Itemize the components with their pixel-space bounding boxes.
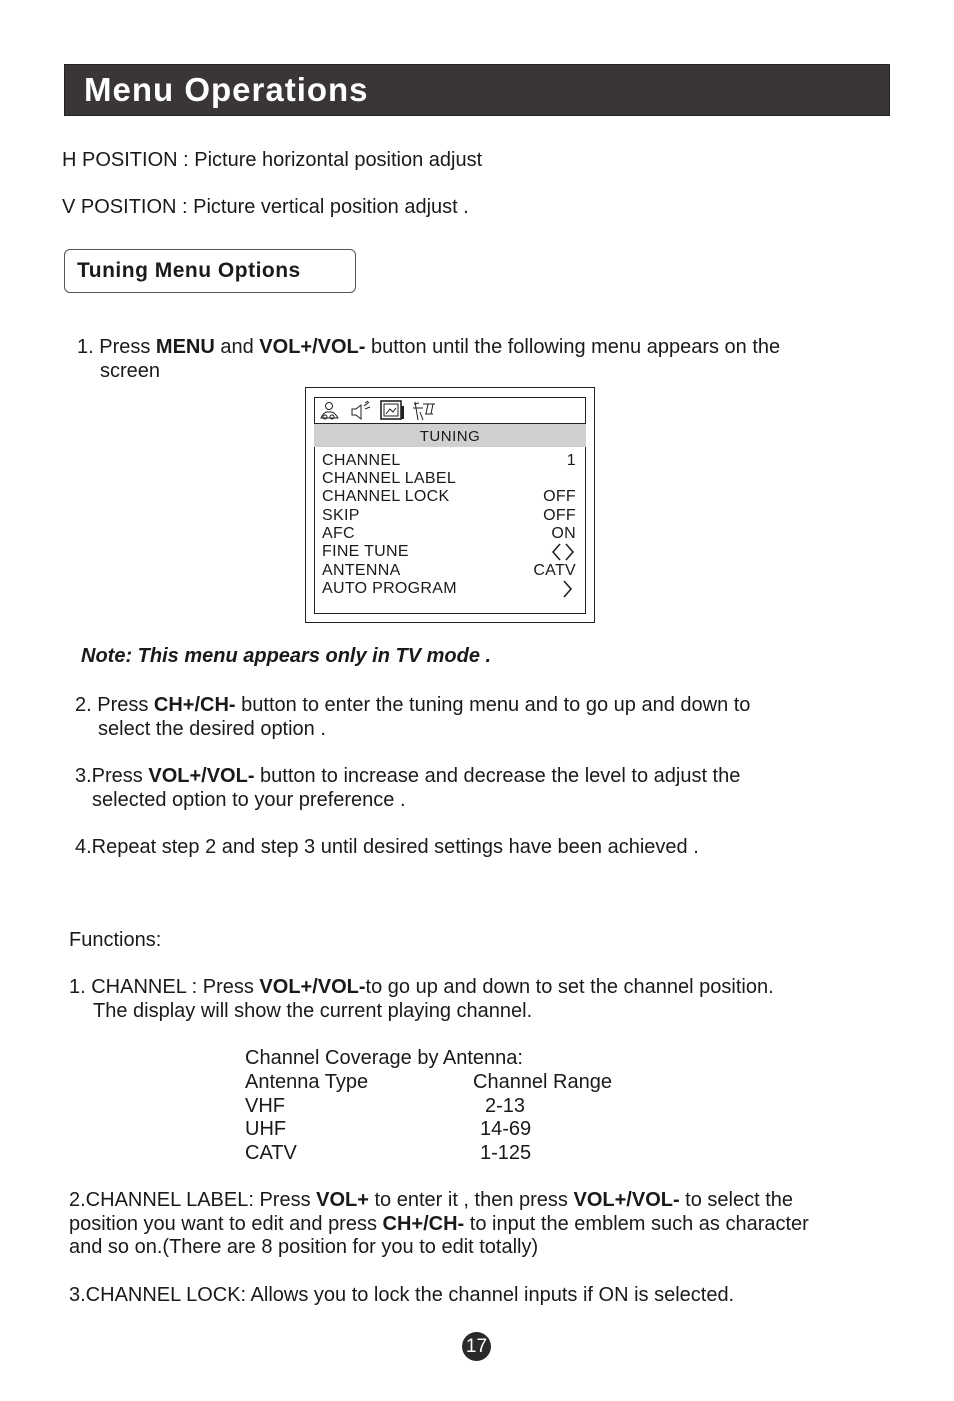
function-2-line-2: position you want to edit and press CH+/CH- to input the emblem such as character <box>69 1213 809 1235</box>
osd-value: 1 <box>566 452 576 469</box>
speaker-icon <box>349 400 373 422</box>
right-arrow-icon <box>560 580 574 598</box>
coverage-range-catv: 1-125 <box>480 1142 532 1164</box>
osd-value: OFF <box>543 507 576 524</box>
osd-row-auto-program[interactable]: AUTO PROGRAM <box>322 580 576 598</box>
osd-row-channel-lock[interactable]: CHANNEL LOCK OFF <box>322 488 576 505</box>
osd-row-fine-tune[interactable]: FINE TUNE <box>322 543 576 561</box>
function-2-line-3: and so on.(There are 8 position for you to edit totally) <box>69 1236 539 1258</box>
coverage-title: Channel Coverage by Antenna: <box>245 1047 523 1069</box>
coverage-range-vhf: 2-13 <box>485 1095 526 1117</box>
function-1-line-1: 1. CHANNEL : Press VOL+/VOL-to go up and down to set the channel position. <box>69 976 774 998</box>
functions-heading: Functions: <box>69 929 162 951</box>
page-title: Menu Operations <box>84 71 369 108</box>
step-2-line-1: 2. Press CH+/CH- button to enter the tuning menu and to go up and down to <box>75 694 751 716</box>
coverage-type-vhf: VHF <box>245 1095 285 1117</box>
osd-row-afc[interactable]: AFC ON <box>322 525 576 542</box>
osd-row-antenna[interactable]: ANTENNA CATV <box>322 562 576 579</box>
function-2-line-1: 2.CHANNEL LABEL: Press VOL+ to enter it , then press VOL+/VOL- to select the <box>69 1189 794 1211</box>
osd-icon-bar <box>314 397 586 424</box>
section-heading-box <box>64 249 356 293</box>
coverage-col-type: Antenna Type <box>245 1071 369 1093</box>
step-3-line-2: selected option to your preference . <box>92 789 406 811</box>
header-bar <box>64 64 890 116</box>
osd-row-skip[interactable]: SKIP OFF <box>322 507 576 524</box>
step-4: 4.Repeat step 2 and step 3 until desired settings have been achieved . <box>75 836 699 858</box>
h-position-text: H POSITION : Picture horizontal position adjust <box>62 149 483 171</box>
coverage-type-catv: CATV <box>245 1142 297 1164</box>
osd-tuning-menu <box>305 387 595 623</box>
coverage-range-uhf: 14-69 <box>480 1118 532 1140</box>
step-1-line-2: screen <box>100 360 161 382</box>
osd-row-channel[interactable]: CHANNEL 1 <box>322 452 576 469</box>
osd-value: CATV <box>533 562 576 579</box>
left-right-arrows-icon <box>550 543 576 561</box>
osd-value: OFF <box>543 488 576 505</box>
step-1-line-1: 1. Press MENU and VOL+/VOL- button until the following menu appears on the <box>77 336 781 358</box>
v-position-text: V POSITION : Picture vertical position adjust . <box>62 196 469 218</box>
picture-icon <box>318 400 342 422</box>
coverage-col-range: Channel Range <box>473 1071 612 1093</box>
antenna-icon <box>411 400 437 422</box>
coverage-type-uhf: UHF <box>245 1118 287 1140</box>
monitor-icon <box>379 400 405 422</box>
tv-mode-note: Note: This menu appears only in TV mode . <box>81 645 492 667</box>
step-2-line-2: select the desired option . <box>98 718 326 740</box>
osd-value: ON <box>551 525 576 542</box>
step-3-line-1: 3.Press VOL+/VOL- button to increase and decrease the level to adjust the <box>75 765 741 787</box>
osd-row-channel-label[interactable]: CHANNEL LABEL <box>322 470 457 487</box>
function-1-line-2: The display will show the current playing channel. <box>93 1000 533 1022</box>
osd-option-list <box>314 447 586 614</box>
osd-title: TUNING <box>314 424 586 447</box>
function-3: 3.CHANNEL LOCK: Allows you to lock the channel inputs if ON is selected. <box>69 1284 735 1306</box>
section-title: Tuning Menu Options <box>77 259 301 282</box>
page-number: 17 <box>462 1332 491 1361</box>
